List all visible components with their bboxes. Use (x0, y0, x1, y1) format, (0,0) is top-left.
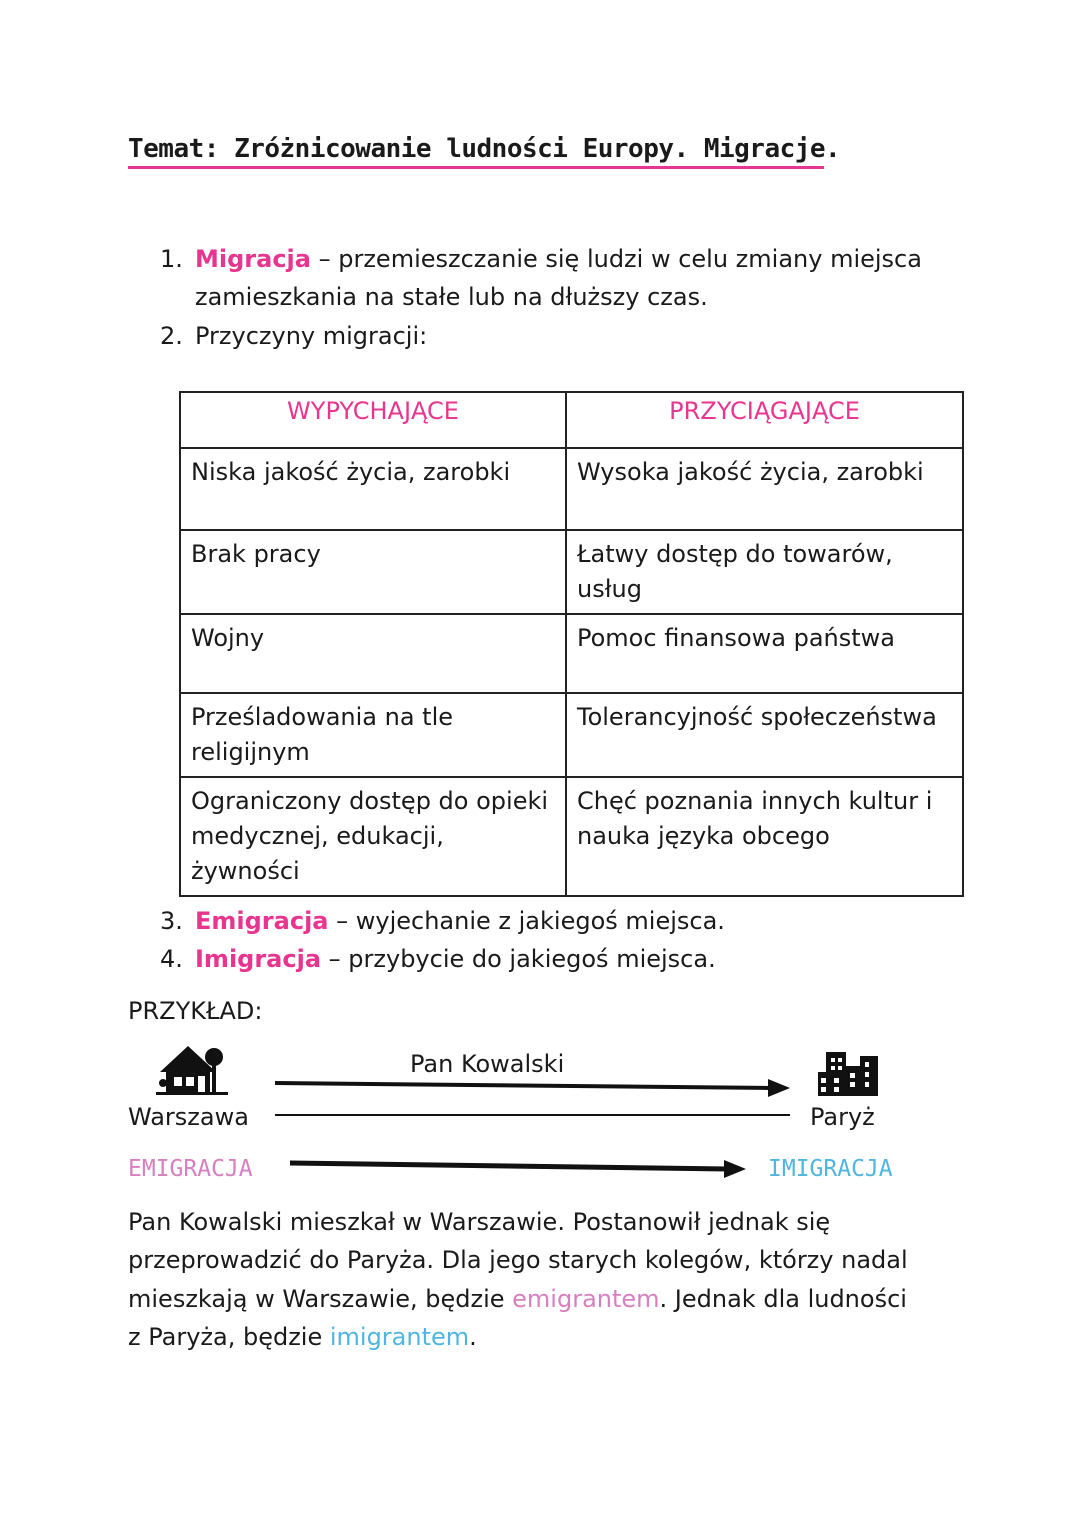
table-row (180, 448, 963, 530)
migracja-definition (195, 244, 922, 274)
table-row (180, 530, 963, 614)
table-cell: Ograniczony dostęp do opieki medycznej, edukacji, żywności (180, 777, 566, 896)
travel-arrow (275, 1079, 790, 1097)
migracja-line1: – przemieszczanie się ludzi w celu zmiany miejsca (310, 245, 922, 273)
table-cell: Pomoc finansowa państwa (566, 614, 963, 693)
table-row (180, 614, 963, 693)
paragraph-line-3 (128, 1284, 907, 1314)
table-header-row (180, 392, 963, 448)
table-row (180, 777, 963, 896)
paragraph-line-1: Pan Kowalski mieszkał w Warszawie. Postanowił jednak się (128, 1208, 831, 1236)
table-cell: Prześladowania na tle religijnym (180, 693, 566, 777)
house-icon (156, 1046, 228, 1095)
term-emigracja: Emigracja (195, 907, 329, 935)
list-number-2: 2. (160, 322, 183, 350)
imigracja-definition (195, 944, 716, 974)
migration-causes-table (179, 391, 964, 897)
emigration-arrow (290, 1160, 746, 1178)
table-cell: Wojny (180, 614, 566, 693)
migracja-line2: zamieszkania na stałe lub na dłuższy czas. (195, 283, 708, 311)
paragraph-line-4 (128, 1322, 477, 1352)
page-title: Temat: Zróżnicowanie ludności Europy. Migracje. (128, 134, 841, 164)
imigrant-term: imigrantem (329, 1323, 470, 1351)
example-label: PRZYKŁAD: (128, 997, 263, 1025)
to-city-label: Paryż (810, 1103, 875, 1131)
person-label: Pan Kowalski (410, 1050, 565, 1078)
city-buildings-icon (818, 1052, 878, 1096)
term-imigracja: Imigracja (195, 945, 322, 973)
przyczyny-heading: Przyczyny migracji: (195, 322, 428, 350)
table-cell: Niska jakość życia, zarobki (180, 448, 566, 530)
imigracja-label: IMIGRACJA (768, 1156, 893, 1182)
table-row (180, 693, 963, 777)
term-migracja: Migracja (195, 245, 311, 273)
table-cell: Wysoka jakość życia, zarobki (566, 448, 963, 530)
list-number-3: 3. (160, 907, 183, 935)
paragraph-text: . Jednak dla ludności (659, 1285, 907, 1313)
header-pull: PRZYCIĄGAJĄCE (566, 392, 963, 448)
list-number-1: 1. (160, 245, 183, 273)
imigracja-text: – przybycie do jakiegoś miejsca. (321, 945, 716, 973)
paragraph-text: mieszkają w Warszawie, będzie (128, 1285, 513, 1313)
paragraph-text: z Paryża, będzie (128, 1323, 330, 1351)
paragraph-line-2: przeprowadzić do Paryża. Dla jego starych kolegów, którzy nadal (128, 1246, 908, 1274)
table-cell: Chęć poznania innych kultur i nauka języka obcego (566, 777, 963, 896)
from-city-label: Warszawa (128, 1103, 249, 1131)
table-cell: Tolerancyjność społeczeństwa (566, 693, 963, 777)
emigracja-definition (195, 906, 725, 936)
header-push: WYPYCHAJĄCE (180, 392, 566, 448)
list-number-4: 4. (160, 945, 183, 973)
emigracja-label: EMIGRACJA (128, 1156, 253, 1182)
emigrant-term: emigrantem (512, 1285, 660, 1313)
paragraph-text: . (469, 1323, 477, 1351)
emigracja-text: – wyjechanie z jakiegoś miejsca. (328, 907, 725, 935)
table-cell: Brak pracy (180, 530, 566, 614)
title-underline (128, 166, 824, 169)
table-cell: Łatwy dostęp do towarów, usług (566, 530, 963, 614)
